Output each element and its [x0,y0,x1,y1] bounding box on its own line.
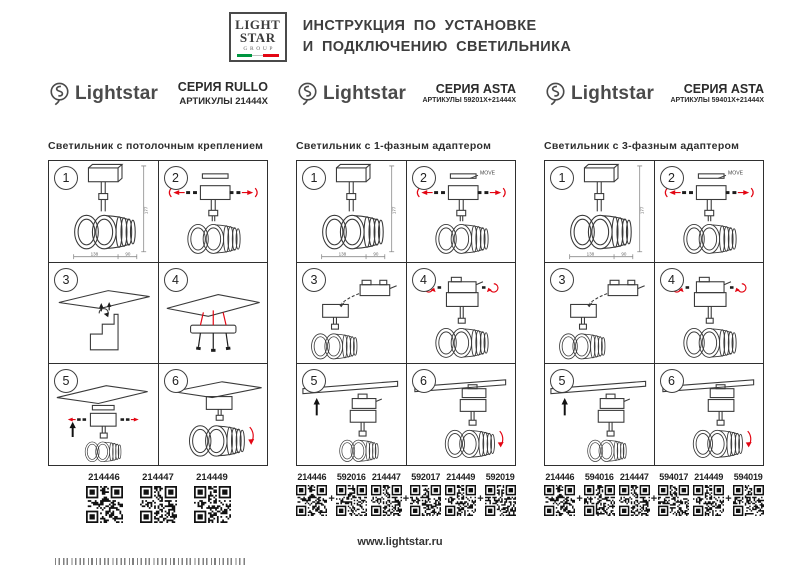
plus-separator: + [477,493,484,505]
article [410,472,441,516]
article [445,472,476,516]
lightstar-logo-icon [544,82,567,107]
qr-code [296,485,327,516]
article-code: 214446 [88,472,120,483]
qr-code [140,486,177,523]
step-cell [297,161,407,263]
article [336,472,367,516]
article-code: 594016 [584,472,614,482]
step-cell [655,161,765,263]
brand-row [296,78,516,110]
column-subtitle: Светильник с 3-фазным адаптером [544,140,740,152]
article-code: 214446 [545,472,575,482]
qr-code [445,485,476,516]
barcode [55,558,245,565]
step-cell [49,161,159,263]
qr-code [194,486,231,523]
article [140,472,177,523]
lightstar-logo-icon [296,82,319,107]
qr-code [693,485,724,516]
article-code: 592019 [485,472,515,482]
step-cell [49,364,159,466]
step-number: 6 [660,369,684,393]
article-code: 214449 [196,472,228,483]
step-number: 5 [550,369,574,393]
articles-row [544,472,764,516]
step-number: 5 [302,369,326,393]
header [0,12,800,62]
brand-row [544,78,764,110]
step-number: 3 [302,268,326,292]
step-cell [159,364,269,466]
article [544,472,575,516]
article-pair [445,472,515,516]
series-block [422,82,516,106]
articles-label: АРТИКУЛЫ 59201X+21444X [422,97,516,105]
qr-code [658,485,689,516]
qr-code [410,485,441,516]
series-name: СЕРИЯ ASTA [435,81,516,96]
article-pair [619,472,689,516]
plus-separator: + [576,493,583,505]
column-asta-1phase [296,78,516,548]
articles-label: АРТИКУЛЫ 59401X+21444X [670,97,764,105]
plus-separator: + [650,493,658,505]
step-number: 5 [54,369,78,393]
lightstar-logo-icon [48,82,71,107]
brand-row [48,78,268,110]
step-cell [297,364,407,466]
article-code: 592016 [336,472,366,482]
series-block [178,80,268,108]
article-pair [371,472,441,516]
articles-label: АРТИКУЛЫ 21444X [179,95,268,107]
column-rullo [48,78,268,548]
article [485,472,516,516]
column-subtitle: Светильник с 1-фазным адаптером [296,140,492,152]
lightstar-group-logo [229,12,287,62]
article [619,472,650,516]
article [86,472,123,523]
step-cell [407,263,517,365]
article-code: 594017 [659,472,689,482]
step-cell [407,161,517,263]
brand-name: Lightstar [571,83,655,104]
column-subtitle: Светильник с потолочным креплением [48,140,264,152]
step-number: 4 [164,268,188,292]
brand-name: Lightstar [75,83,159,104]
article-pair [544,472,614,516]
step-number: 2 [660,166,684,190]
steps-grid [544,160,764,466]
qr-code [733,485,764,516]
step-cell [297,263,407,365]
steps-grid [296,160,516,466]
step-number: 2 [164,166,188,190]
title-line-1: ИНСТРУКЦИЯ ПО УСТАНОВКЕ [302,17,537,34]
brand [48,82,158,107]
column-asta-3phase [544,78,764,548]
brand [544,82,654,107]
title-line-2: И ПОДКЛЮЧЕНИЮ СВЕТИЛЬНИКА [302,39,572,55]
articles-row [296,472,516,516]
step-number: 4 [660,268,684,292]
qr-code [336,485,367,516]
step-cell [545,263,655,365]
logo-line-2: STAR [239,29,276,45]
step-number: 3 [550,268,574,292]
article-code: 594019 [733,472,763,482]
step-cell [655,364,765,466]
article-code: 214449 [446,472,476,482]
logo-line-1: LIGHT [235,16,281,32]
article [194,472,231,523]
qr-code [371,485,402,516]
page-title [303,16,572,58]
step-cell [49,263,159,365]
series-name: СЕРИЯ RULLO [177,80,268,95]
series-name: СЕРИЯ ASTA [683,81,764,96]
plus-separator: + [402,493,410,505]
step-cell [407,364,517,466]
step-number: 6 [164,369,188,393]
qr-code [544,485,575,516]
step-number: 1 [54,166,78,190]
article [733,472,764,516]
step-number: 1 [302,166,326,190]
logo-line-3: GROUP [243,46,276,52]
series-block [670,82,764,106]
step-number: 3 [54,268,78,292]
brand [296,82,406,107]
step-cell [159,263,269,365]
article-code: 214447 [371,472,401,482]
article [693,472,724,516]
brand-name: Lightstar [323,83,407,104]
svg-text:MOVE: MOVE [727,170,743,177]
article [371,472,402,516]
step-number: 6 [412,369,436,393]
logo-flag-stripe [237,54,279,57]
plus-separator: + [725,493,732,505]
website-url: www.lightstar.ru [357,536,443,548]
article [658,472,689,516]
steps-grid [48,160,268,466]
article [584,472,615,516]
step-number: 1 [550,166,574,190]
article-code: 214447 [619,472,649,482]
article-pair [693,472,763,516]
step-cell [545,161,655,263]
step-cell [655,263,765,365]
step-number: 2 [412,166,436,190]
article-code: 214449 [694,472,724,482]
article-pair [296,472,366,516]
step-cell [159,161,269,263]
plus-separator: + [328,493,335,505]
qr-code [86,486,123,523]
articles-row [48,472,268,523]
article [296,472,327,516]
article-code: 592017 [411,472,441,482]
step-cell [545,364,655,466]
svg-text:MOVE: MOVE [479,170,495,177]
qr-code [584,485,615,516]
qr-code [619,485,650,516]
step-number: 4 [412,268,436,292]
article-code: 214446 [297,472,327,482]
article-code: 214447 [142,472,174,483]
qr-code [485,485,516,516]
